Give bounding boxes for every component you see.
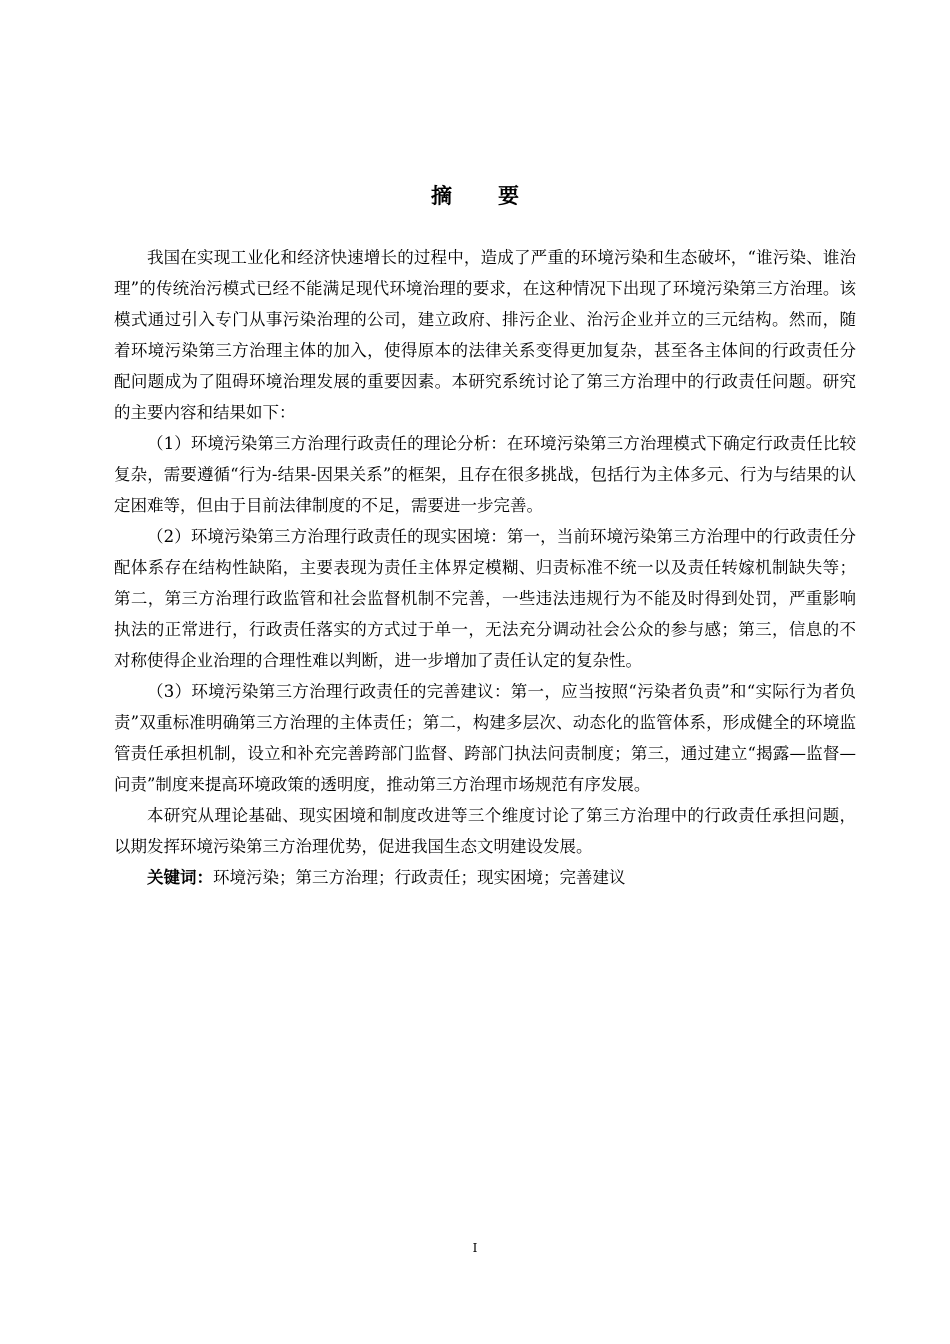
page-number: I xyxy=(472,1241,478,1255)
paragraph-theory-analysis: （1）环境污染第三方治理行政责任的理论分析：在环境污染第三方治理模式下确定行政责任比较复杂，需要遵循“行为-结果-因果关系”的框架，且存在很多挑战，包括行为主体多元、行为与结果的认定困难等，但由于目前法律制度的不足，需要进一步完善。 xyxy=(114,434,856,515)
keywords-label: 关键词： xyxy=(147,868,213,887)
paragraph-conclusion: 本研究从理论基础、现实困境和制度改进等三个维度讨论了第三方治理中的行政责任承担问题，以期发挥环境污染第三方治理优势，促进我国生态文明建设发展。 xyxy=(114,806,856,856)
paragraph-practical-dilemma: （2）环境污染第三方治理行政责任的现实困境：第一，当前环境污染第三方治理中的行政责任分配体系存在结构性缺陷，主要表现为责任主体界定模糊、归责标准不统一以及责任转嫁机制缺失等；第二，第三方治理行政监管和社会监督机制不完善，一些违法违规行为不能及时得到处罚，严重影响执法的正常进行，行政责任落实的方式过于单一，无法充分调动社会公众的参与感；第三，信息的不对称使得企业治理的合理性难以判断，进一步增加了责任认定的复杂性。 xyxy=(114,527,856,670)
page-title: 摘要 xyxy=(431,184,565,208)
keywords-line xyxy=(114,862,856,893)
keywords-list: 环境污染；第三方治理；行政责任；现实困境；完善建议 xyxy=(213,868,626,887)
paragraph-improvement-suggestions: （3）环境污染第三方治理行政责任的完善建议：第一，应当按照“污染者负责”和“实际行为者负责”双重标准明确第三方治理的主体责任；第二，构建多层次、动态化的监管体系，形成健全的环境监管责任承担机制，设立和补充完善跨部门监督、跨部门执法问责制度；第三，通过建立“揭露—监督—问责”制度来提高环境政策的透明度，推动第三方治理市场规范有序发展。 xyxy=(114,682,856,794)
paragraph-intro: 我国在实现工业化和经济快速增长的过程中，造成了严重的环境污染和生态破坏，“谁污染、谁治理”的传统治污模式已经不能满足现代环境治理的要求，在这种情况下出现了环境污染第三方治理。该模式通过引入专门从事污染治理的公司，建立政府、排污企业、治污企业并立的三元结构。然而，随着环境污染第三方治理主体的加入，使得原本的法律关系变得更加复杂，甚至各主体间的行政责任分配问题成为了阻碍环境治理发展的重要因素。本研究系统讨论了第三方治理中的行政责任问题。研究的主要内容和结果如下： xyxy=(114,248,856,422)
abstract-body xyxy=(114,242,856,893)
